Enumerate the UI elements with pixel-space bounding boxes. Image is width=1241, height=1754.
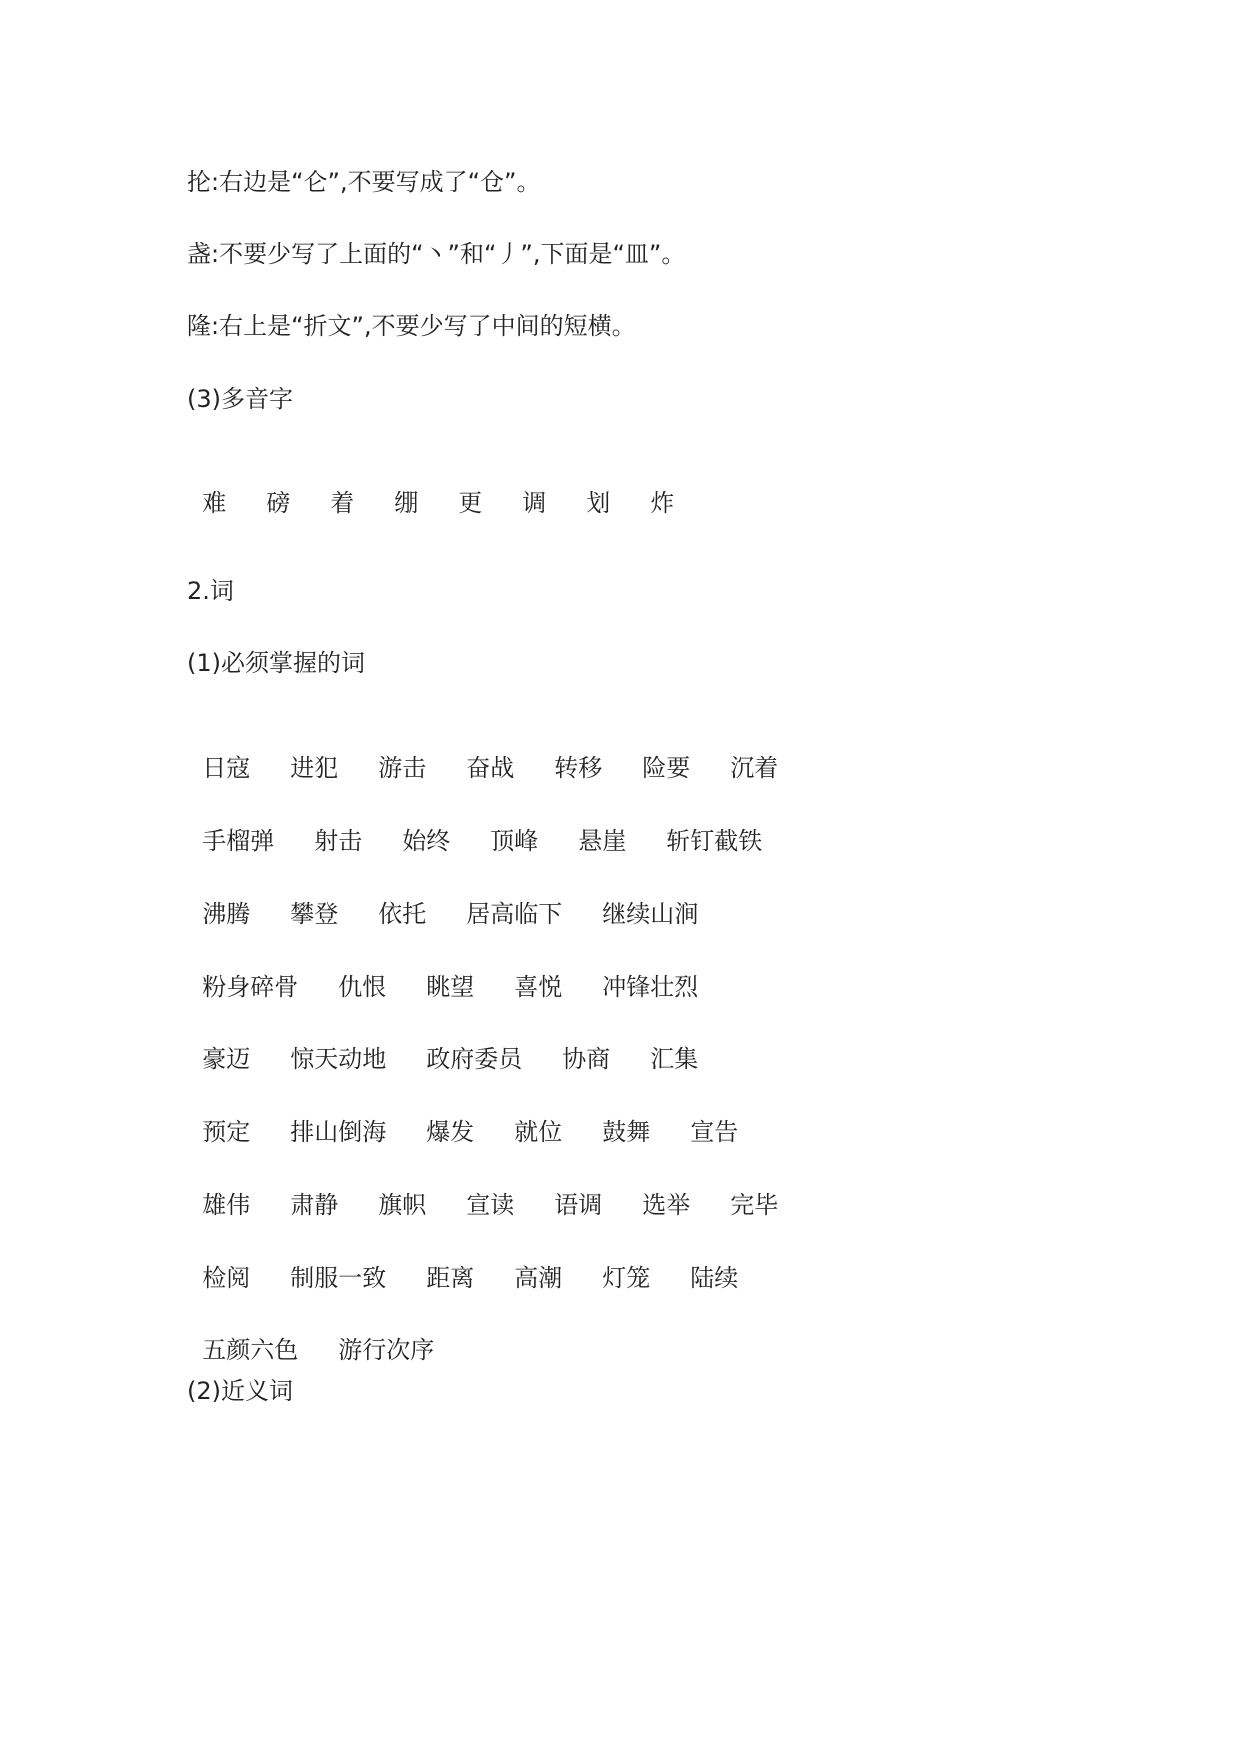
word: 奋战: [466, 754, 515, 782]
word: 粉身碎骨: [202, 973, 299, 1001]
section-heading-words: 2.词: [187, 577, 234, 605]
word: 协商: [562, 1045, 611, 1073]
word: 悬崖: [578, 827, 627, 855]
word: 高潮: [514, 1264, 563, 1292]
polyphone-char: 绷: [394, 489, 419, 517]
word: 仇恨: [338, 973, 387, 1001]
word: 肃静: [290, 1191, 339, 1219]
word: 旗帜: [378, 1191, 427, 1219]
word-row: [187, 1302, 434, 1366]
word: 惊天动地: [290, 1045, 387, 1073]
word: 制服一致: [290, 1264, 387, 1292]
word: 陆续: [690, 1264, 739, 1292]
word: 手榴弹: [202, 827, 275, 855]
word: 射击: [314, 827, 363, 855]
must-master-heading: (1)必须掌握的词: [187, 649, 365, 677]
word: 五颜六色: [202, 1336, 299, 1364]
word: 喜悦: [514, 973, 563, 1001]
word: 鼓舞: [602, 1118, 651, 1146]
word: 始终: [402, 827, 451, 855]
word: 冲锋壮烈: [602, 973, 699, 1001]
word-row: [187, 1084, 738, 1148]
word: 沉着: [730, 754, 779, 782]
word: 距离: [426, 1264, 475, 1292]
word: 斩钉截铁: [666, 827, 763, 855]
word: 宣告: [690, 1118, 739, 1146]
word-row: [187, 1011, 698, 1075]
word: 继续山涧: [602, 900, 699, 928]
word: 灯笼: [602, 1264, 651, 1292]
polyphone-char: 磅: [266, 489, 291, 517]
word: 选举: [642, 1191, 691, 1219]
word: 转移: [554, 754, 603, 782]
word: 游击: [378, 754, 427, 782]
polyphone-char: 难: [202, 489, 227, 517]
polyphone-heading: (3)多音字: [187, 385, 293, 413]
word: 顶峰: [490, 827, 539, 855]
word: 宣读: [466, 1191, 515, 1219]
word: 居高临下: [466, 900, 563, 928]
word: 沸腾: [202, 900, 251, 928]
polyphone-char: 调: [522, 489, 547, 517]
polyphone-char: 炸: [650, 489, 675, 517]
note-zhan: 盏:不要少写了上面的“丶”和“丿”,下面是“皿”。: [187, 240, 686, 268]
word: 雄伟: [202, 1191, 251, 1219]
polyphone-char: 划: [586, 489, 611, 517]
note-long: 隆:右上是“折文”,不要少写了中间的短横。: [187, 312, 636, 340]
word: 完毕: [730, 1191, 779, 1219]
word-row: [187, 793, 762, 857]
polyphone-char: 更: [458, 489, 483, 517]
word: 眺望: [426, 973, 475, 1001]
word: 排山倒海: [290, 1118, 387, 1146]
word: 进犯: [290, 754, 339, 782]
word: 汇集: [650, 1045, 699, 1073]
word-row: [187, 1230, 738, 1294]
word-row: [187, 1157, 778, 1221]
word-row: [187, 939, 698, 1003]
polyphone-char: 着: [330, 489, 355, 517]
synonyms-heading: (2)近义词: [187, 1377, 293, 1405]
word: 攀登: [290, 900, 339, 928]
word: 日寇: [202, 754, 251, 782]
word: 预定: [202, 1118, 251, 1146]
word: 豪迈: [202, 1045, 251, 1073]
word: 依托: [378, 900, 427, 928]
word: 政府委员: [426, 1045, 523, 1073]
word: 检阅: [202, 1264, 251, 1292]
word-row: [187, 720, 778, 784]
word: 游行次序: [338, 1336, 435, 1364]
word: 爆发: [426, 1118, 475, 1146]
word: 语调: [554, 1191, 603, 1219]
polyphone-chars: [187, 455, 714, 519]
word: 就位: [514, 1118, 563, 1146]
word: 险要: [642, 754, 691, 782]
word-row: [187, 866, 698, 930]
note-lun: 抡:右边是“仑”,不要写成了“仓”。: [187, 168, 541, 196]
